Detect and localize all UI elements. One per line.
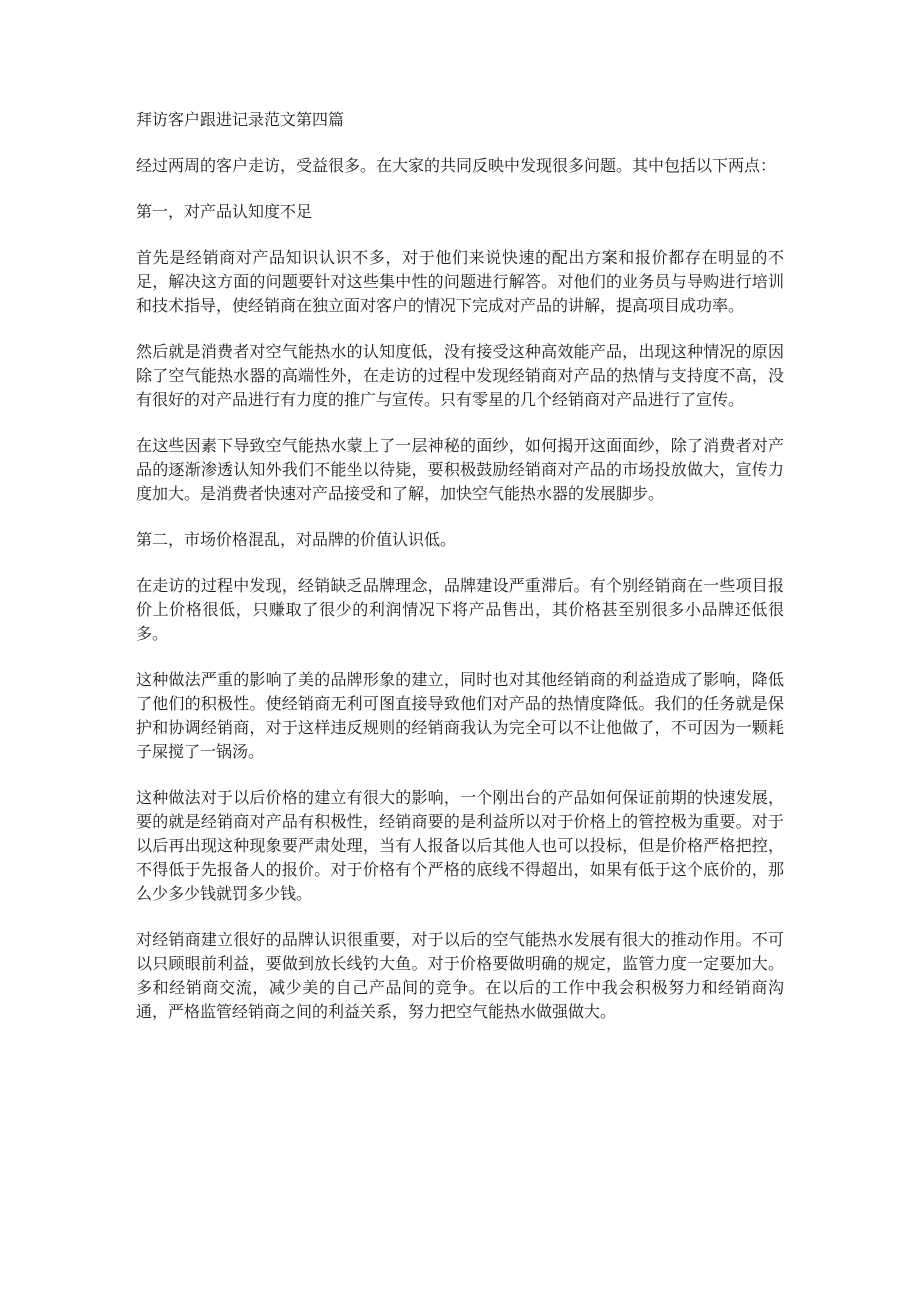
paragraph: 对经销商建立很好的品牌认识很重要，对于以后的空气能热水发展有很大的推动作用。不可以只顾眼前利益，要做到放长线钓大鱼。对于价格要做明确的规定，监管力度一定要加大。多和经销商交流，减少美的自己产品间的竞争。在以后的工作中我会积极努力和经销商沟通，严格监管经销商之间的利益关系，努力把空气能热水做强做大。	[136, 930, 784, 1021]
paragraph-intro: 经过两周的客户走访，受益很多。在大家的共同反映中发现很多问题。其中包括以下两点：	[136, 156, 777, 175]
section-heading-2: 第二，市场价格混乱，对品牌的价值认识低。	[136, 530, 457, 549]
document-body	[136, 108, 784, 1046]
paragraph: 这种做法严重的影响了美的品牌形象的建立，同时也对其他经销商的利益造成了影响，降低了他们的积极性。使经销商无利可图直接导致他们对产品的热情度降低。我们的任务就是保护和协调经销商，对于这样违反规则的经销商我认为完全可以不让他做了，不可因为一颗耗子屎搅了一锅汤。	[136, 670, 784, 761]
paragraph: 在这些因素下导致空气能热水蒙上了一层神秘的面纱，如何揭开这面面纱，除了消费者对产品的逐渐渗透认知外我们不能坐以待毙，要积极鼓励经销商对产品的市场投放做大，宣传力度加大。是消费者快速对产品接受和了解，加快空气能热水器的发展脚步。	[136, 436, 784, 503]
paragraph: 首先是经销商对产品知识认识不多，对于他们来说快速的配出方案和报价都存在明显的不足，解决这方面的问题要针对这些集中性的问题进行解答。对他们的业务员与导购进行培训和技术指导，使经销商在独立面对客户的情况下完成对产品的讲解，提高项目成功率。	[136, 248, 784, 315]
paragraph: 在走访的过程中发现，经销缺乏品牌理念，品牌建设严重滞后。有个别经销商在一些项目报价上价格很低，只赚取了很少的利润情况下将产品售出，其价格甚至别很多小品牌还低很多。	[136, 576, 784, 643]
section-heading-1: 第一，对产品认知度不足	[136, 202, 313, 221]
document-title: 拜访客户跟进记录范文第四篇	[136, 110, 345, 129]
paragraph: 然后就是消费者对空气能热水的认知度低，没有接受这种高效能产品，出现这种情况的原因除了空气能热水器的高端性外，在走访的过程中发现经销商对产品的热情与支持度不高，没有很好的对产品进行有力度的推广与宣传。只有零星的几个经销商对产品进行了宣传。	[136, 342, 784, 409]
paragraph: 这种做法对于以后价格的建立有很大的影响，一个刚出台的产品如何保证前期的快速发展，要的就是经销商对产品有积极性，经销商要的是利益所以对于价格上的管控极为重要。对于以后再出现这种现象要严肃处理，当有人报备以后其他人也可以投标，但是价格严格把控，不得低于先报备人的报价。对于价格有个严格的底线不得超出，如果有低于这个底价的，那么少多少钱就罚多少钱。	[136, 788, 784, 903]
